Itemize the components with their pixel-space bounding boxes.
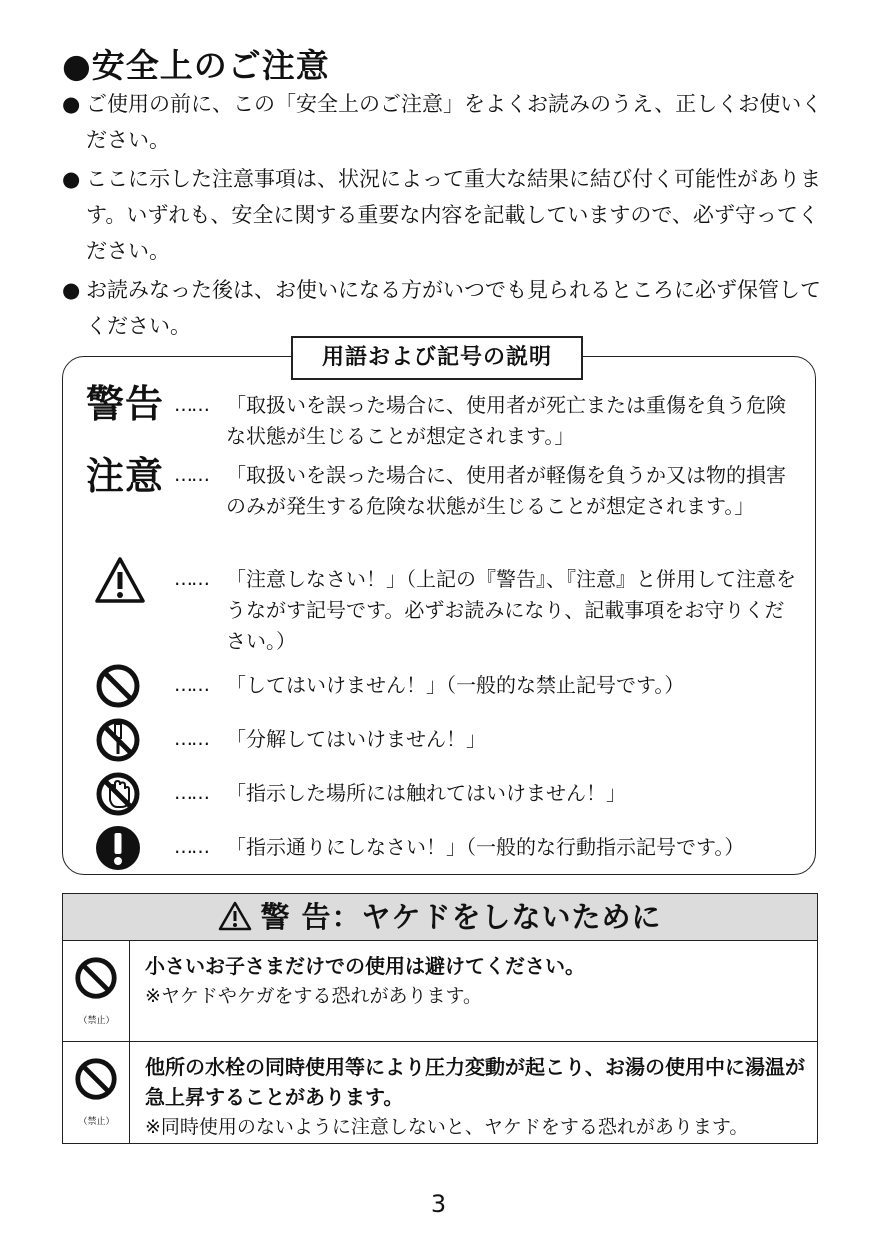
no-disassembly-icon: [94, 716, 142, 764]
warning-row: [63, 941, 817, 1042]
page-number: 3: [430, 1190, 447, 1218]
legend-term: 注意: [86, 454, 165, 498]
legend-term: 警告: [86, 382, 165, 426]
bullet-mark: ●: [62, 278, 81, 302]
page-title: ●安全上のご注意: [62, 46, 330, 85]
prohibition-icon: [73, 955, 119, 1001]
warning-triangle-icon: [94, 556, 146, 604]
prohibition-icon: [94, 662, 142, 710]
warning-row: [63, 1042, 817, 1143]
icon-label: （禁止）: [78, 1117, 115, 1127]
no-touch-icon: [94, 770, 142, 818]
intro-bullet: [62, 272, 832, 344]
warning-note: ※同時使用のないように注意しないと、ヤケドをする恐れがあります。: [145, 1116, 749, 1138]
intro-bullet: [62, 86, 832, 158]
legend-title: 用語および記号の説明: [291, 336, 583, 380]
warning-main-text: 小さいお子さまだけでの使用は避けてください。: [145, 954, 585, 978]
bullet-text: ここに示した注意事項は、状況によって重大な結果に結び付く可能性があります。いずれも、安全に関する重要な内容を記載していますので、必ず守ってください。: [86, 167, 821, 263]
bullet-text: ご使用の前に、この「安全上のご注意」をよくお読みのうえ、正しくお使いください。: [86, 92, 823, 152]
warning-triangle-icon: [218, 901, 252, 931]
leader-dots: ……: [174, 728, 208, 750]
icon-label: （禁止）: [78, 1016, 115, 1026]
warning-icon-cell: [63, 1042, 130, 1143]
bullet-mark: ●: [62, 167, 81, 191]
legend-description: 「分解してはいけません！」: [226, 727, 486, 751]
warning-text-cell: [145, 1052, 805, 1142]
legend-description: 「指示した場所には触れてはいけません！」: [226, 781, 626, 805]
warning-main-text: 他所の水栓の同時使用等により圧力変動が起こり、お湯の使用中に湯温が急上昇することがあります。: [145, 1055, 805, 1109]
leader-dots: ……: [174, 394, 208, 416]
leader-dots: ……: [174, 464, 208, 486]
legend-description: 「注意しなさい！」（上記の『警告』、『注意』と併用して注意をうながす記号です。必ずお読みになり、記載事項をお守りください。）: [226, 567, 796, 653]
intro-bullets: [62, 86, 832, 347]
warning-table: [62, 893, 818, 1144]
leader-dots: ……: [174, 568, 208, 590]
warning-header-text: 警 告：ヤケドをしないために: [260, 900, 662, 934]
bullet-text: お読みなった後は、お使いになる方がいつでも見られるところに必ず保管してください。: [86, 278, 821, 338]
legend-description: 「取扱いを誤った場合に、使用者が軽傷を負うか又は物的損害のみが発生する危険な状態が生じることが想定されます。」: [226, 463, 786, 518]
leader-dots: ……: [174, 836, 208, 858]
leader-dots: ……: [174, 782, 208, 804]
bullet-mark: ●: [62, 92, 81, 116]
legend-description: 「してはいけません！」（一般的な禁止記号です。）: [226, 673, 685, 697]
legend-description: 「指示通りにしなさい！」（一般的な行動指示記号です。）: [226, 835, 745, 859]
warning-icon-cell: [63, 941, 130, 1041]
warning-text-cell: [145, 951, 805, 1011]
legend-description: 「取扱いを誤った場合に、使用者が死亡または重傷を負う危険な状態が生じることが想定されます。」: [226, 393, 786, 448]
prohibition-icon: [73, 1056, 119, 1102]
mandatory-action-icon: [94, 824, 142, 872]
intro-bullet: [62, 161, 832, 269]
warning-header: [63, 894, 817, 941]
leader-dots: ……: [174, 674, 208, 696]
warning-note: ※ヤケドやケガをする恐れがあります。: [145, 985, 483, 1007]
